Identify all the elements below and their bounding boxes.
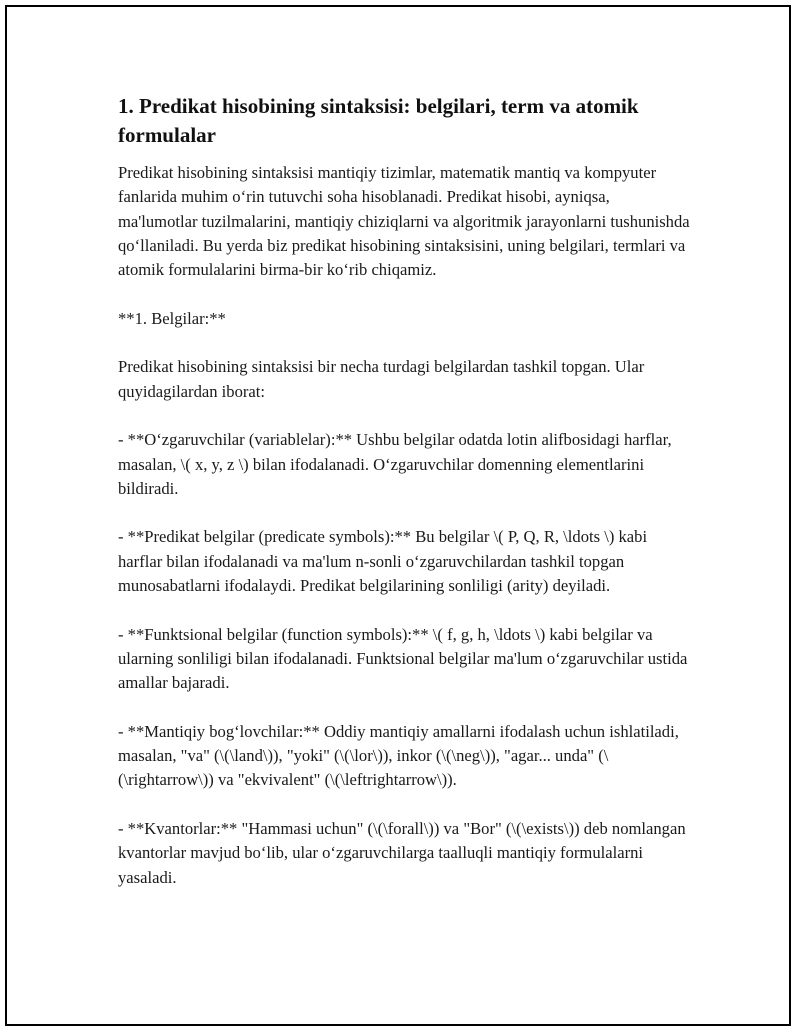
intro-paragraph: Predikat hisobining sintaksisi mantiqiy tizimlar, matematik mantiq va kompyuter fanlarida muhim o‘rin tutuvchi soha hisoblanadi. Predikat hisobi, ayniqsa, ma'lumotlar tuzilmalarini, mantiqiy chiziqlarni va algoritmik jarayonlarni tushunishda qo‘llaniladi. Bu yerda biz predikat hisobining sintaksisini, uning belgilari, termlari va atomik formulalarini birma-bir ko‘rib chiqamiz. bbox=[118, 163, 690, 280]
subsection-heading-belgilar: **1. Belgilar:** bbox=[118, 308, 226, 328]
section-heading: 1. Predikat hisobining sintaksisi: belgilari, term va atomik formulalar bbox=[118, 94, 639, 147]
list-item-kvantorlar: - **Kvantorlar:** "Hammasi uchun" (\(\forall\)) va "Bor" (\(\exists\)) deb nomlangan kvantorlar mavjud bo‘lib, ular o‘zgaruvchilarga taalluqli mantiqiy formulalarni yasaladi. bbox=[118, 819, 686, 887]
list-item-ozgaruvchilar: - **O‘zgaruvchilar (variablelar):** Ushbu belgilar odatda lotin alifbosidagi harflar, masalan, \( x, y, z \) bilan ifodalanadi. O‘zgaruvchilar domenning elementlarini bildiradi. bbox=[118, 430, 672, 498]
list-item-funktsional-belgilar: - **Funktsional belgilar (function symbols):** \( f, g, h, \ldots \) kabi belgilar va ularning sonliligi bilan ifodalanadi. Funktsional belgilar ma'lum o‘zgaruvchilar ustida amallar bajaradi. bbox=[118, 624, 688, 693]
document-body bbox=[118, 92, 693, 914]
list-item-predikat-belgilar: - **Predikat belgilar (predicate symbols):** Bu belgilar \( P, Q, R, \ldots \) kabi harflar bilan ifodalanadi va ma'lum n-sonli o‘zgaruvchilardan tashkil topgan munosabatlarni ifodalaydi. Predikat belgilarining sonliligi (arity) deyiladi. bbox=[118, 527, 648, 596]
belgilar-intro-paragraph: Predikat hisobining sintaksisi bir necha turdagi belgilardan tashkil topgan. Ular quyidagilardan iborat: bbox=[118, 357, 645, 401]
list-item-mantiqiy-boglovchilar: - **Mantiqiy bog‘lovchilar:** Oddiy mantiqiy amallarni ifodalash uchun ishlatiladi, masalan, "va" (\(\land\)), "yoki" (\(\lor\)), inkor (\(\neg\)), "agar... unda" (\(\rightarrow\)) va "ekvivalent" (\(\leftrightarrow\)). bbox=[118, 721, 679, 790]
